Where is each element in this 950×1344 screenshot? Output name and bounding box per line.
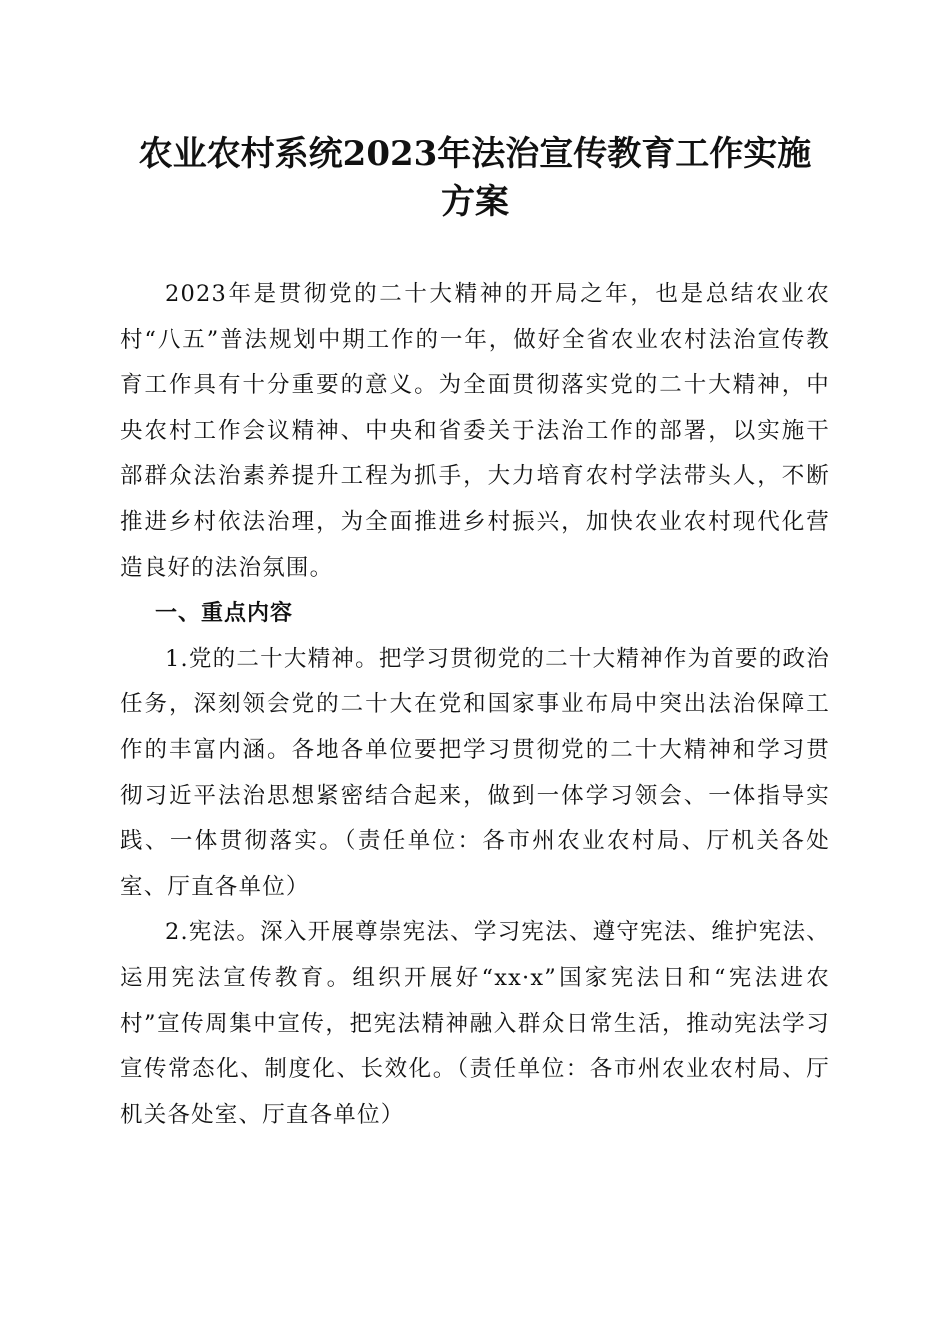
section-heading-key-content: 一、重点内容 — [155, 600, 294, 627]
intro-paragraph: 2023年是贯彻党的二十大精神的开局之年，也是总结农业农村“八五”普法规划中期工作的一年，做好全省农业农村法治宣传教育工作具有十分重要的意义。为全面贯彻落实党的二十大精神，中央农村工作会议精神、中央和省委关于法治工作的部署，以实施干部群众法治素养提升工程为抓手，大力培育农村学法带头人，不断推进乡村依法治理，为全面推进乡村振兴，加快农业农村现代化营造良好的法治氛围。 — [120, 281, 830, 581]
item-1-paragraph: 1.党的二十大精神。把学习贯彻党的二十大精神作为首要的政治任务，深刻领会党的二十大在党和国家事业布局中突出法治保障工作的丰富内涵。各地各单位要把学习贯彻党的二十大精神和学习贯彻习近平法治思想紧密结合起来，做到一体学习领会、一体指导实践、一体贯彻落实。（责任单位：各市州农业农村局、厅机关各处室、厅直各单位） — [120, 645, 830, 900]
title-spacer — [120, 226, 830, 272]
document-title-line-2: 方案 — [441, 182, 509, 222]
document-title-line-1: 农业农村系统2023年法治宣传教育工作实施 — [138, 134, 812, 174]
item-2-paragraph: 2.宪法。深入开展尊崇宪法、学习宪法、遵守宪法、维护宪法、运用宪法宣传教育。组织开展好“xx·x”国家宪法日和“宪法进农村”宣传周集中宣传，把宪法精神融入群众日常生活，推动宪法学习宣传常态化、制度化、长效化。（责任单位：各市州农业农村局、厅机关各处室、厅直各单位） — [120, 919, 830, 1128]
document-page — [120, 130, 830, 1138]
document-title — [120, 130, 830, 226]
